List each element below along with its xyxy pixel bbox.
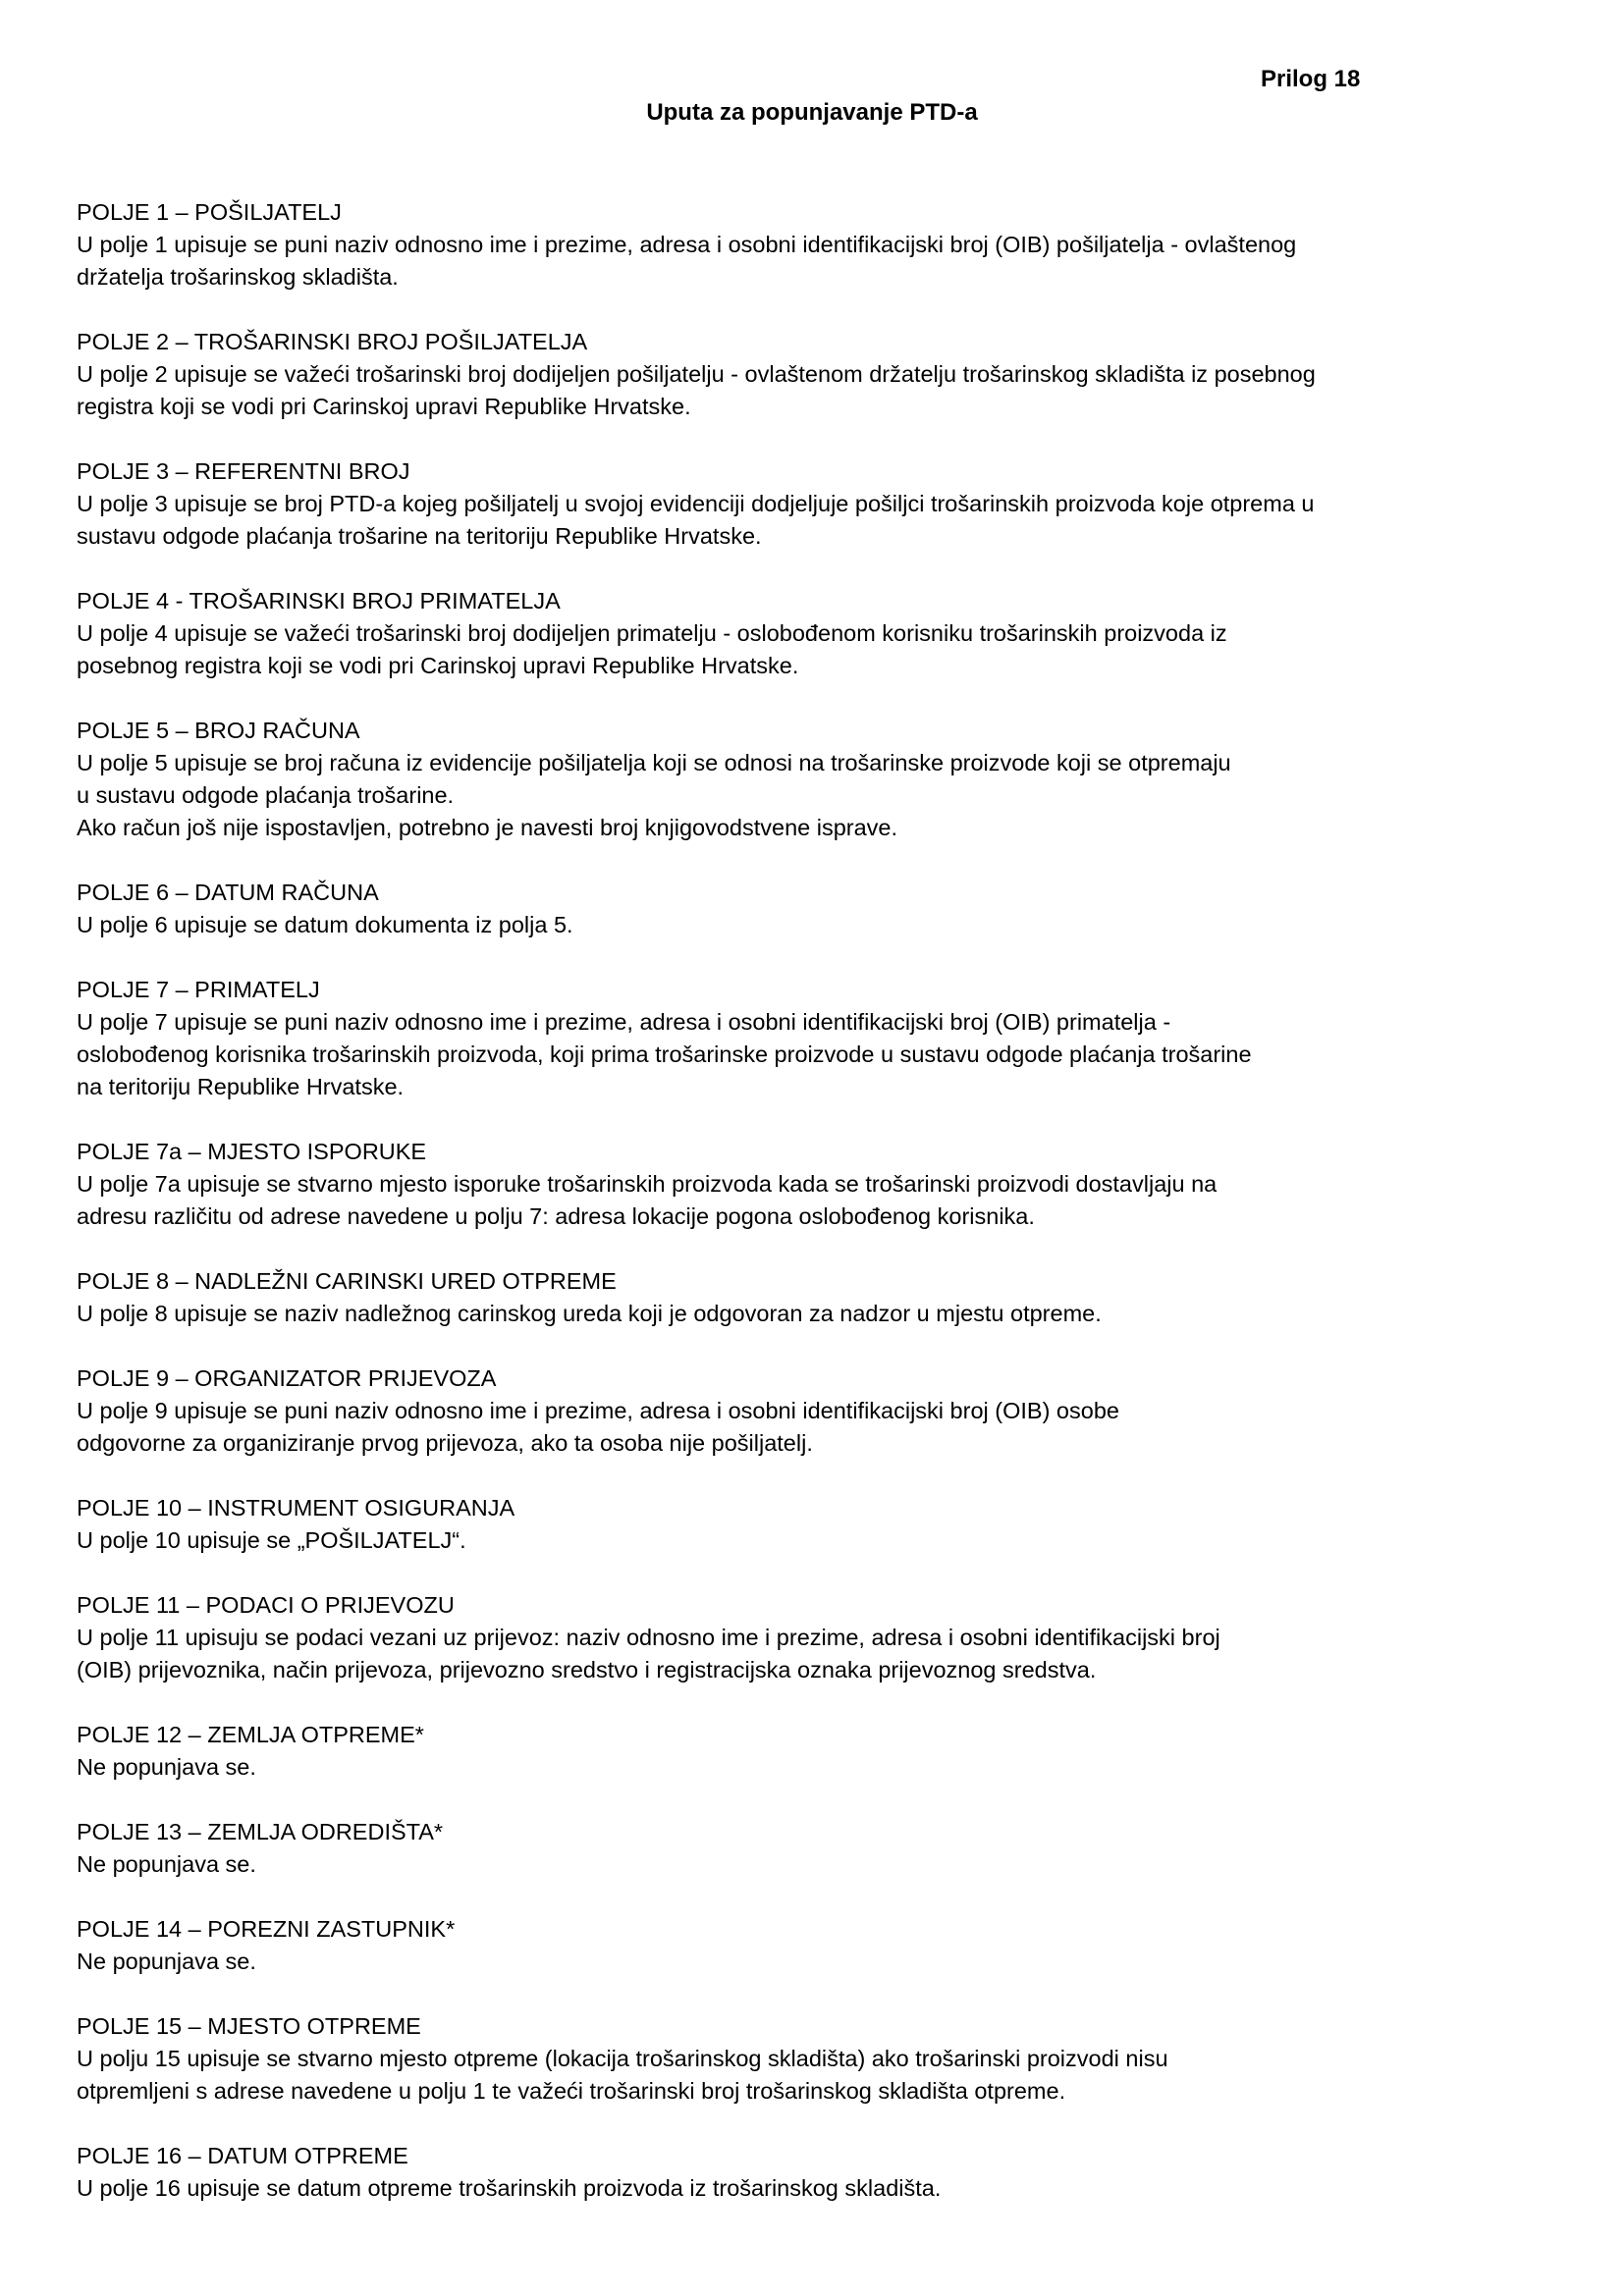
field-description-line: Ne popunjava se. [77,1851,256,1877]
field-instruction [77,715,1451,844]
field-heading: POLJE 4 - TROŠARINSKI BROJ PRIMATELJA [77,588,561,614]
field-heading: POLJE 2 – TROŠARINSKI BROJ POŠILJATELJA [77,329,588,354]
field-heading: POLJE 7 – PRIMATELJ [77,977,320,1002]
field-heading: POLJE 8 – NADLEŽNI CARINSKI URED OTPREME [77,1268,617,1294]
field-description-line: U polje 4 upisuje se važeći trošarinski broj dodijeljen primatelju - oslobođenom korisniku trošarinskih proizvoda iz [77,620,1227,646]
field-instruction [77,1265,1451,1330]
field-instruction [77,326,1451,423]
field-instruction [77,2010,1451,2108]
document-title: Uputa za popunjavanje PTD-a [646,99,978,126]
field-instruction [77,877,1451,941]
field-heading: POLJE 15 – MJESTO OTPREME [77,2013,421,2039]
field-heading: POLJE 1 – POŠILJATELJ [77,199,342,225]
field-heading: POLJE 6 – DATUM RAČUNA [77,880,379,905]
field-description-line: odgovorne za organiziranje prvog prijevoza, ako ta osoba nije pošiljatelj. [77,1430,813,1456]
field-description-line: U polju 15 upisuje se stvarno mjesto otpreme (lokacija trošarinskog skladišta) ako trošarinski proizvodi nisu [77,2046,1168,2071]
field-description-line: U polje 9 upisuje se puni naziv odnosno ime i prezime, adresa i osobni identifikacijski broj (OIB) osobe [77,1398,1119,1423]
field-heading: POLJE 5 – BROJ RAČUNA [77,718,360,743]
field-description-line: u sustavu odgode plaćanja trošarine. [77,782,455,808]
field-description-line: adresu različitu od adrese navedene u polju 7: adresa lokacije pogona oslobođenog korisnika. [77,1203,1035,1229]
field-description-line: sustavu odgode plaćanja trošarine na teritoriju Republike Hrvatske. [77,523,762,549]
appendix-label: Prilog 18 [1261,66,1361,92]
field-heading: POLJE 3 – REFERENTNI BROJ [77,458,410,484]
field-instruction [77,455,1451,553]
field-instruction [77,1913,1451,1978]
field-instruction [77,2140,1451,2205]
field-heading: POLJE 14 – POREZNI ZASTUPNIK* [77,1916,456,1942]
field-instruction [77,1589,1451,1686]
field-description-line: U polje 2 upisuje se važeći trošarinski broj dodijeljen pošiljatelju - ovlaštenom držatelju trošarinskog skladišta iz posebnog [77,361,1316,387]
field-instruction [77,196,1451,294]
field-description-line: U polje 8 upisuje se naziv nadležnog carinskog ureda koji je odgovoran za nadzor u mjestu otpreme. [77,1301,1102,1326]
field-heading: POLJE 12 – ZEMLJA OTPREME* [77,1722,424,1747]
field-description-line: U polje 7a upisuje se stvarno mjesto isporuke trošarinskih proizvoda kada se trošarinski proizvodi dostavljaju na [77,1171,1218,1197]
field-description-line: (OIB) prijevoznika, način prijevoza, prijevozno sredstvo i registracijska oznaka prijevoznog sredstva. [77,1657,1097,1682]
field-description-line: U polje 16 upisuje se datum otpreme trošarinskih proizvoda iz trošarinskog skladišta. [77,2175,942,2201]
field-description-line: U polje 11 upisuju se podaci vezani uz prijevoz: naziv odnosno ime i prezime, adresa i osobni identifikacijski broj [77,1625,1220,1650]
field-description-line: U polje 1 upisuje se puni naziv odnosno ime i prezime, adresa i osobni identifikacijski broj (OIB) pošiljatelja - ovlaštenog [77,232,1297,257]
field-instructions-list [77,196,1451,2237]
field-description-line: na teritoriju Republike Hrvatske. [77,1074,405,1099]
field-description-line: držatelja trošarinskog skladišta. [77,264,399,290]
field-instruction [77,1362,1451,1460]
field-description-line: posebnog registra koji se vodi pri Carinskoj upravi Republike Hrvatske. [77,653,799,678]
field-heading: POLJE 11 – PODACI O PRIJEVOZU [77,1592,455,1618]
field-description-line: U polje 6 upisuje se datum dokumenta iz polja 5. [77,912,573,937]
field-instruction [77,1136,1451,1233]
field-instruction [77,974,1451,1103]
field-heading: POLJE 13 – ZEMLJA ODREDIŠTA* [77,1819,444,1844]
field-description-line: U polje 5 upisuje se broj računa iz evidencije pošiljatelja koji se odnosi na trošarinske proizvode koji se otpremaju [77,750,1231,775]
field-description-line: U polje 7 upisuje se puni naziv odnosno ime i prezime, adresa i osobni identifikacijski broj (OIB) primatelja - [77,1009,1171,1035]
field-heading: POLJE 7a – MJESTO ISPORUKE [77,1139,427,1164]
field-description-line: Ne popunjava se. [77,1754,256,1780]
field-description-line: registra koji se vodi pri Carinskoj upravi Republike Hrvatske. [77,394,691,419]
field-instruction [77,585,1451,682]
field-description-line: U polje 10 upisuje se „POŠILJATELJ“. [77,1527,466,1553]
field-heading: POLJE 10 – INSTRUMENT OSIGURANJA [77,1495,515,1521]
field-heading: POLJE 9 – ORGANIZATOR PRIJEVOZA [77,1365,497,1391]
field-description-line: otpremljeni s adrese navedene u polju 1 te važeći trošarinski broj trošarinskog skladišta otpreme. [77,2078,1066,2104]
field-instruction [77,1492,1451,1557]
field-instruction [77,1719,1451,1784]
field-description-line: oslobođenog korisnika trošarinskih proizvoda, koji prima trošarinske proizvode u sustavu odgode plaćanja trošarine [77,1041,1252,1067]
field-description-line: Ako račun još nije ispostavljen, potrebno je navesti broj knjigovodstvene isprave. [77,815,898,840]
field-instruction [77,1816,1451,1881]
field-description-line: Ne popunjava se. [77,1949,256,1974]
field-description-line: U polje 3 upisuje se broj PTD-a kojeg pošiljatelj u svojoj evidenciji dodjeljuje pošiljci trošarinskih proizvoda koje otprema u [77,491,1315,516]
field-heading: POLJE 16 – DATUM OTPREME [77,2143,408,2168]
